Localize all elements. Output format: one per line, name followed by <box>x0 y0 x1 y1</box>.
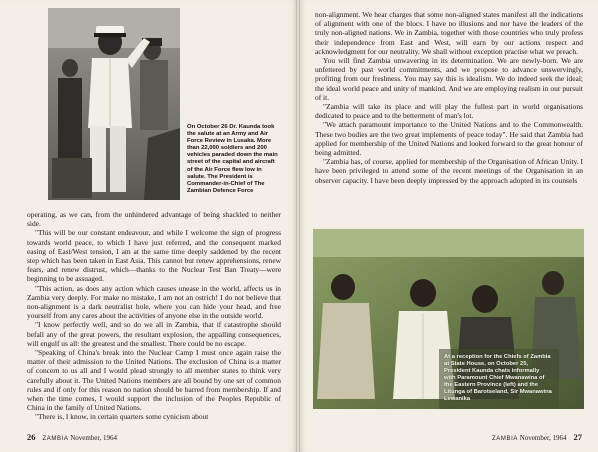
page-footer-right <box>492 432 582 442</box>
paragraph: "Zambia has, of course, applied for membership of the Organisation of African Unity. I have been privileged to attend some of the recent meetings of the Organisation in an observer capacity. I have been deeply impressed by the approach adopted in its counsels <box>315 157 583 185</box>
paragraph: "This action, as does any action which causes unease in the world, affects us in Zambia very deeply. For make no mistake, I am not an ostrich! I do not believe that non-alignment is a dark neutralist hole, where you can hide your head, and free yourself from any cares about the activities of anyone else in the outside world. <box>27 283 281 321</box>
article-column-right <box>315 10 583 185</box>
photo-caption: At a reception for the Chiefs of Zambia at State House, on October 25, President Kaunda chats informally with Paramount Chief Mwanawina of the Eastern Province (left) and the Litunga of Barotseland, Sir Mwanawina Lewanika <box>444 354 552 402</box>
magazine-name: ZAMBIA <box>492 436 518 442</box>
page-footer-left <box>27 432 117 442</box>
page-number: 27 <box>573 432 582 442</box>
paragraph: "Zambia will take its place and will play the fullest part in world organisations dedicated to peace and to the betterment of man's lot. <box>315 102 583 121</box>
issue-date: November, 1964 <box>519 434 567 442</box>
review-salute-photo <box>48 8 180 200</box>
paragraph: "Speaking of China's break into the Nuclear Camp I must once again raise the matter of their admission to the United Nations. The exclusion of China is a matter of concern to us all and I would plead strongly to all member states to think very carefully about it. The United Nations members are all bound by one set of common rules and if only for this reason no nation should be barred from membership. If and when the time comes, I would support the inclusion of the Peoples Republic of China in the family of United Nations. <box>27 348 281 413</box>
article-column-left <box>27 210 281 422</box>
paragraph: "I know perfectly well, and so do we all in Zambia, that if catastrophe should befall any of the great powers, the resultant explosion, the appalling consequences, will engulf us all: the greatest and the smallest. There could be no escape. <box>27 320 281 348</box>
magazine-name: ZAMBIA <box>42 436 69 442</box>
paragraph: "We attach paramount importance to the United Nations and to the Commonwealth. These two bodies are the two great implements of peace today". He said that Zambia had applied for membership of the United Nations and looked forward to the great honour of being admitted. <box>315 120 583 158</box>
paragraph: You will find Zambia unwavering in its determination. We are newly-born. We are unfettered by past world commitments, and we propose to advance unswervingly, profiting from our freshness. You may say this is idealism. We do indeed seek the ideal; the ideal world peace and unity of mankind. And we are employing realism in our pursuit of it. <box>315 56 583 102</box>
paragraph: "There is, I know, in certain quarters some cynicism about <box>35 412 209 422</box>
paragraph: non-alignment. We hear charges that some non-aligned states manifest all the indications of alignment with one of the blocs. I have no illusions and nor have the leaders of the truly non-aligned nations. We in Zambia, together with those countries who truly profess their independence from East and West, will earn by our actions respect and acknowledgment for our neutrality. We shall without exception practise what we preach. <box>315 10 583 56</box>
paragraph: "This will be our constant endeavour, and while I welcome the sign of progress towards world peace, to which I have just referred, and the consequent marked easing of East/West tension, I am at the same time deeply saddened by the recent step which has been taken in East Asia. This cannot but renew apprehensions, renew fears, and renew distrust, which—thanks to the Nuclear Test Ban Treaty—were beginning to be assuaged. <box>27 228 281 284</box>
page-number: 26 <box>27 432 36 442</box>
paragraph: operating, as we can, from the unhindered advantage of being shackled to neither side. <box>27 210 281 229</box>
book-gutter <box>296 0 300 452</box>
issue-date: November, 1964 <box>70 434 117 442</box>
photo-caption: On October 26 Dr. Kaunda took the salute at an Army and Air Force Review in Lusaka. More than 22,000 soldiers and 200 vehicles paraded down the main street of the capital and aircraft of the Air Force flew low in salute. The President is Commander-in-Chief of The Zambian Defence Force <box>187 124 278 194</box>
left-page <box>0 0 298 452</box>
